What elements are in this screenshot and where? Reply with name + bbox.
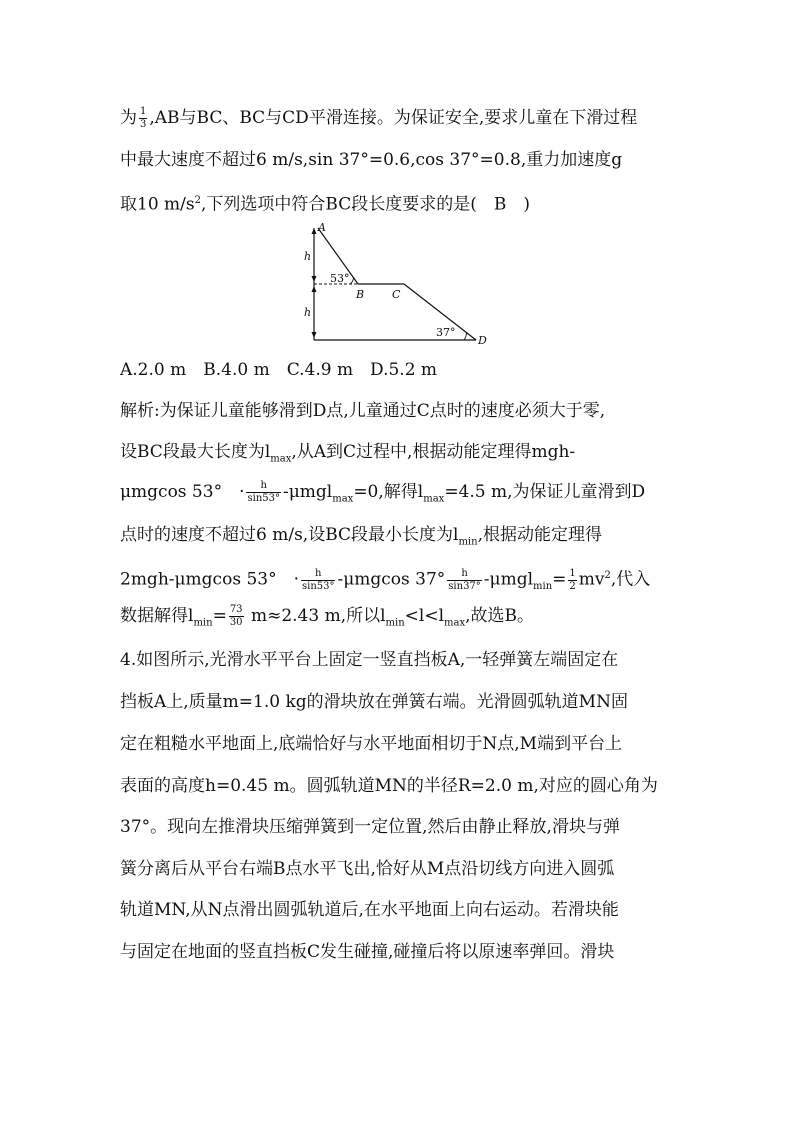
text: = — [212, 606, 227, 626]
text: 设BC段最大长度为l — [120, 442, 271, 462]
fraction — [139, 106, 147, 131]
label-c: C — [392, 288, 401, 301]
label-a: A — [318, 222, 326, 234]
text: m≈2.43 m,所以l — [245, 606, 386, 626]
text: 数据解得l — [120, 606, 194, 626]
problem4-line-3: 定在粗糙水平地面上,底端恰好与水平地面相切于N点,M端到平台上 — [120, 734, 623, 754]
fraction-denominator: sin37° — [448, 580, 481, 592]
text: 2mgh-μmgcos 53° · — [120, 569, 299, 590]
angle-arc-37 — [464, 333, 467, 341]
subscript: min — [458, 536, 478, 548]
label-d: D — [478, 334, 487, 347]
fraction-numerator: h — [246, 480, 281, 493]
subscript: max — [423, 493, 445, 505]
problem4-line-6: 簧分离后从平台右端B点水平飞出,恰好从M点沿切线方向进入圆弧 — [120, 859, 615, 879]
fraction-numerator: 73 — [229, 604, 243, 615]
subscript: max — [444, 617, 466, 629]
fraction — [301, 568, 336, 593]
subscript: max — [270, 453, 292, 465]
fraction-denominator: 2 — [569, 580, 576, 592]
problem4-line-4: 表面的高度h=0.45 m。圆弧轨道MN的半径R=2.0 m,对应的圆心角为 — [120, 776, 658, 796]
text: ,AB与BC、BC与CD平滑连接。为保证安全,要求儿童在下滑过程 — [149, 108, 638, 128]
text: 取10 m/s — [120, 194, 195, 215]
solution-line-5 — [120, 564, 650, 599]
solution-line-4 — [120, 523, 602, 554]
text: ,根据动能定理得 — [477, 525, 602, 545]
label-b: B — [356, 288, 365, 301]
angle-label-37: 37° — [436, 326, 456, 339]
arrow-head-icon — [312, 332, 317, 338]
problem4-line-2: 挡板A上,质量m=1.0 kg的滑块放在弹簧右端。光滑圆弧轨道MN固 — [120, 692, 628, 712]
problem3-line-1 — [120, 106, 637, 131]
problem4-line-7: 轨道MN,从N点滑出圆弧轨道后,在水平地面上向右运动。若滑块能 — [120, 900, 619, 920]
solution-line-2 — [120, 440, 575, 471]
fraction-numerator: 1 — [569, 567, 576, 579]
slide-diagram — [300, 222, 500, 350]
fraction — [568, 568, 576, 593]
text: <l<l — [404, 606, 445, 626]
text: = — [552, 569, 567, 590]
subscript: max — [332, 493, 354, 505]
text: 为 — [120, 108, 137, 128]
problem4-line-5: 37°。现向左推滑块压缩弹簧到一定位置,然后由静止释放,滑块与弹 — [120, 817, 620, 837]
superscript: 2 — [604, 570, 611, 581]
problem3-line-2: 中最大速度不超过6 m/s,sin 37°=0.6,cos 37°=0.8,重力加速度g — [120, 150, 623, 170]
superscript: 2 — [194, 195, 201, 206]
text: mv — [578, 569, 605, 590]
text: ,下列选项中符合BC段长度要求的是( B ) — [200, 194, 530, 215]
text: 点时的速度不超过6 m/s,设BC段最小长度为l — [120, 525, 459, 545]
fraction-numerator: h — [301, 568, 336, 581]
label-h-lower: h — [304, 306, 312, 319]
solution-line-1: 解析:为保证儿童能够滑到D点,儿童通过C点时的速度必须大于零, — [120, 401, 606, 421]
arrow-head-icon — [312, 276, 317, 282]
angle-arc-53 — [350, 278, 354, 285]
angle-label-53: 53° — [330, 272, 350, 285]
fraction — [229, 604, 244, 629]
text: =4.5 m,为保证儿童滑到D — [444, 482, 646, 502]
text: μmgcos 53° · — [120, 482, 245, 502]
text: -μmgl — [483, 569, 534, 590]
arrow-head-icon — [312, 286, 317, 292]
problem3-line-3 — [120, 189, 530, 217]
answer-options: A.2.0 m B.4.0 m C.4.9 m D.5.2 m — [120, 360, 438, 380]
text: ,代入 — [610, 569, 651, 590]
text: ,故选B。 — [465, 606, 535, 626]
label-h-upper: h — [304, 250, 312, 263]
arrow-head-icon — [312, 228, 317, 234]
fraction-denominator: sin53° — [247, 493, 280, 504]
subscript: min — [193, 617, 213, 629]
problem4-line-8: 与固定在地面的竖直挡板C发生碰撞,碰撞后将以原速率弹回。滑块 — [120, 942, 615, 962]
text: -μmgl — [282, 482, 333, 502]
solution-line-3 — [120, 480, 645, 511]
text: -μmgcos 37° — [337, 569, 446, 590]
fraction-numerator: 1 — [140, 106, 147, 117]
fraction-denominator: 3 — [140, 119, 147, 130]
subscript: min — [533, 581, 553, 593]
text: ,从A到C过程中,根据动能定理得mgh- — [291, 442, 576, 462]
fraction-denominator: sin53° — [301, 580, 335, 592]
problem4-line-1: 4.如图所示,光滑水平平台上固定一竖直挡板A,一轻弹簧左端固定在 — [120, 650, 619, 670]
fraction-numerator: h — [447, 568, 482, 581]
fraction — [447, 568, 482, 593]
fraction — [246, 480, 281, 505]
text: =0,解得l — [353, 482, 424, 502]
subscript: min — [385, 617, 405, 629]
fraction-denominator: 30 — [229, 617, 243, 628]
solution-line-6 — [120, 604, 534, 635]
